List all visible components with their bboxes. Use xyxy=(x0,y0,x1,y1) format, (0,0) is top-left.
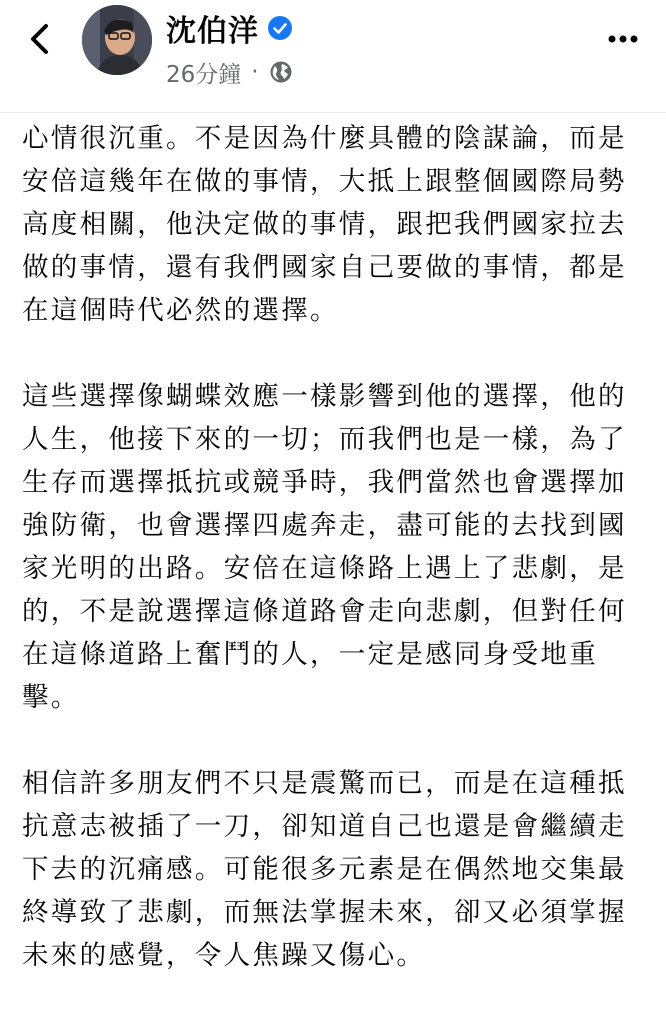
globe-icon[interactable] xyxy=(269,60,293,84)
verified-badge-icon xyxy=(267,15,293,41)
author-row xyxy=(166,8,293,48)
avatar[interactable] xyxy=(82,5,152,75)
post-paragraph: 這些選擇像蝴蝶效應一樣影響到他的選擇，他的人生，他接下來的一切；而我們也是一樣，為了生存而選擇抵抗或競爭時，我們當然也會選擇加強防衛，也會選擇四處奔走，盡可能的去找到國家光明的出路。安倍在這條路上遇上了悲劇，是的，不是說選擇這條道路會走向悲劇，但對任何在這條道路上奮鬥的人，一定是感同身受地重擊。 xyxy=(22,381,627,713)
back-arrow-icon[interactable] xyxy=(24,22,56,56)
post-meta xyxy=(166,56,293,88)
post-timestamp[interactable]: 26分鐘 xyxy=(166,61,242,88)
more-options-icon[interactable] xyxy=(608,35,638,43)
post-paragraph: 相信許多朋友們不只是震驚而已，而是在這種抵抗意志被插了一刀，卻知道自己也還是會繼續走下去的沉痛感。可能很多元素是在偶然地交集最終導致了悲劇，而無法掌握未來，卻又必須掌握未來的感覺，令人焦躁又傷心。 xyxy=(22,768,627,971)
avatar-image xyxy=(82,5,152,75)
post-body xyxy=(0,113,666,977)
author-name[interactable]: 沈伯洋 xyxy=(166,14,259,49)
post-header xyxy=(0,0,666,113)
post-paragraph: 心情很沉重。不是因為什麼具體的陰謀論，而是安倍這幾年在做的事情，大抵上跟整個國際局勢高度相關，他決定做的事情，跟把我們國家拉去做的事情，還有我們國家自己要做的事情，都是在這個時代必然的選擇。 xyxy=(22,123,627,326)
meta-separator: · xyxy=(251,59,259,85)
